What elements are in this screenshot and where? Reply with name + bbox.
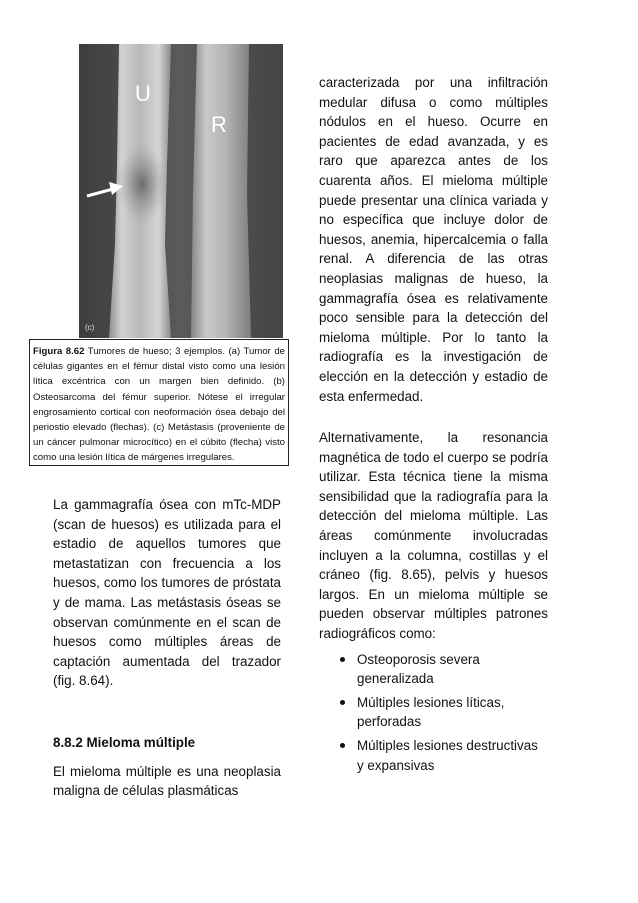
caption-text: Tumores de hueso; 3 ejemplos. (a) Tumor de células gigantes en el fémur distal visto como una lesión lítica excéntrica con un margen bien definido. (b) Osteosarcoma del fémur superior. Nótese el irregular engrosamiento cortical con neoformación ósea debajo del periostio elevado (flechas). (c) Metástasis (proveniente de un cáncer pulmonar microcítico) en el cúbito (flecha) visto como una lesión lítica de márgenes irregulares. — [33, 346, 285, 464]
lytic-lesion — [118, 144, 166, 224]
left-column — [53, 495, 281, 801]
list-item: Osteoporosis severa generalizada — [319, 650, 548, 689]
figure-caption — [29, 339, 289, 466]
paragraph-myeloma-description: caracterizada por una infiltración medular difusa o como múltiples nódulos en el hueso. Ocurre en pacientes de edad avanzada, y es raro que aparezca antes de los cuarenta años. El mieloma múltiple puede presentar una clínica variada y no específica que incluye dolor de huesos, anemia, hipercalcemia o falla renal. A diferencia de las otras neoplasias malignas de hueso, la gammagrafía ósea es relativamente poco sensible para la detección del mieloma múltiple. Por lo tanto la radiografía es la investigación de elección en la detección y estadio de esta enfermedad. — [319, 75, 548, 404]
list-item: Múltiples lesiones destructivas y expansivas — [319, 736, 548, 775]
panel-label: (c) — [85, 323, 95, 332]
label-u: U — [135, 81, 151, 106]
paragraph-mri: Alternativamente, la resonancia magnética de todo el cuerpo se podría utilizar. Esta técnica tiene la misma sensibilidad que la radiografía para la detección del mieloma múltiple. Las áreas comúnmente involucradas incluyen a la columna, costillas y el cráneo (fig. 8.65), pelvis y huesos largos. En un mieloma múltiple se pueden observar múltiples patrones radiográficos como: — [319, 430, 548, 642]
radius-bone — [191, 44, 251, 338]
label-r: R — [211, 112, 227, 137]
caption-label: Figura 8.62 — [33, 346, 85, 357]
list-item: Múltiples lesiones líticas, perforadas — [319, 693, 548, 732]
right-column — [319, 73, 548, 779]
xray-image — [79, 44, 283, 338]
paragraph-bone-scan: La gammagrafía ósea con mTc-MDP (scan de huesos) es utilizada para el estadio de aquellos tumores que metastatizan con frecuencia a los huesos, como los tumores de próstata y de mama. Las metástasis óseas se observan comúnmente en el scan de huesos como múltiples áreas de captación aumentada del trazador (fig. 8.64). — [53, 497, 281, 689]
xray-forearm-graphic — [79, 44, 283, 338]
section-heading: 8.8.2 Mieloma múltiple — [53, 734, 196, 750]
paragraph-myeloma-intro: El mieloma múltiple es una neoplasia maligna de células plasmáticas — [53, 763, 281, 799]
patterns-list — [319, 650, 548, 776]
